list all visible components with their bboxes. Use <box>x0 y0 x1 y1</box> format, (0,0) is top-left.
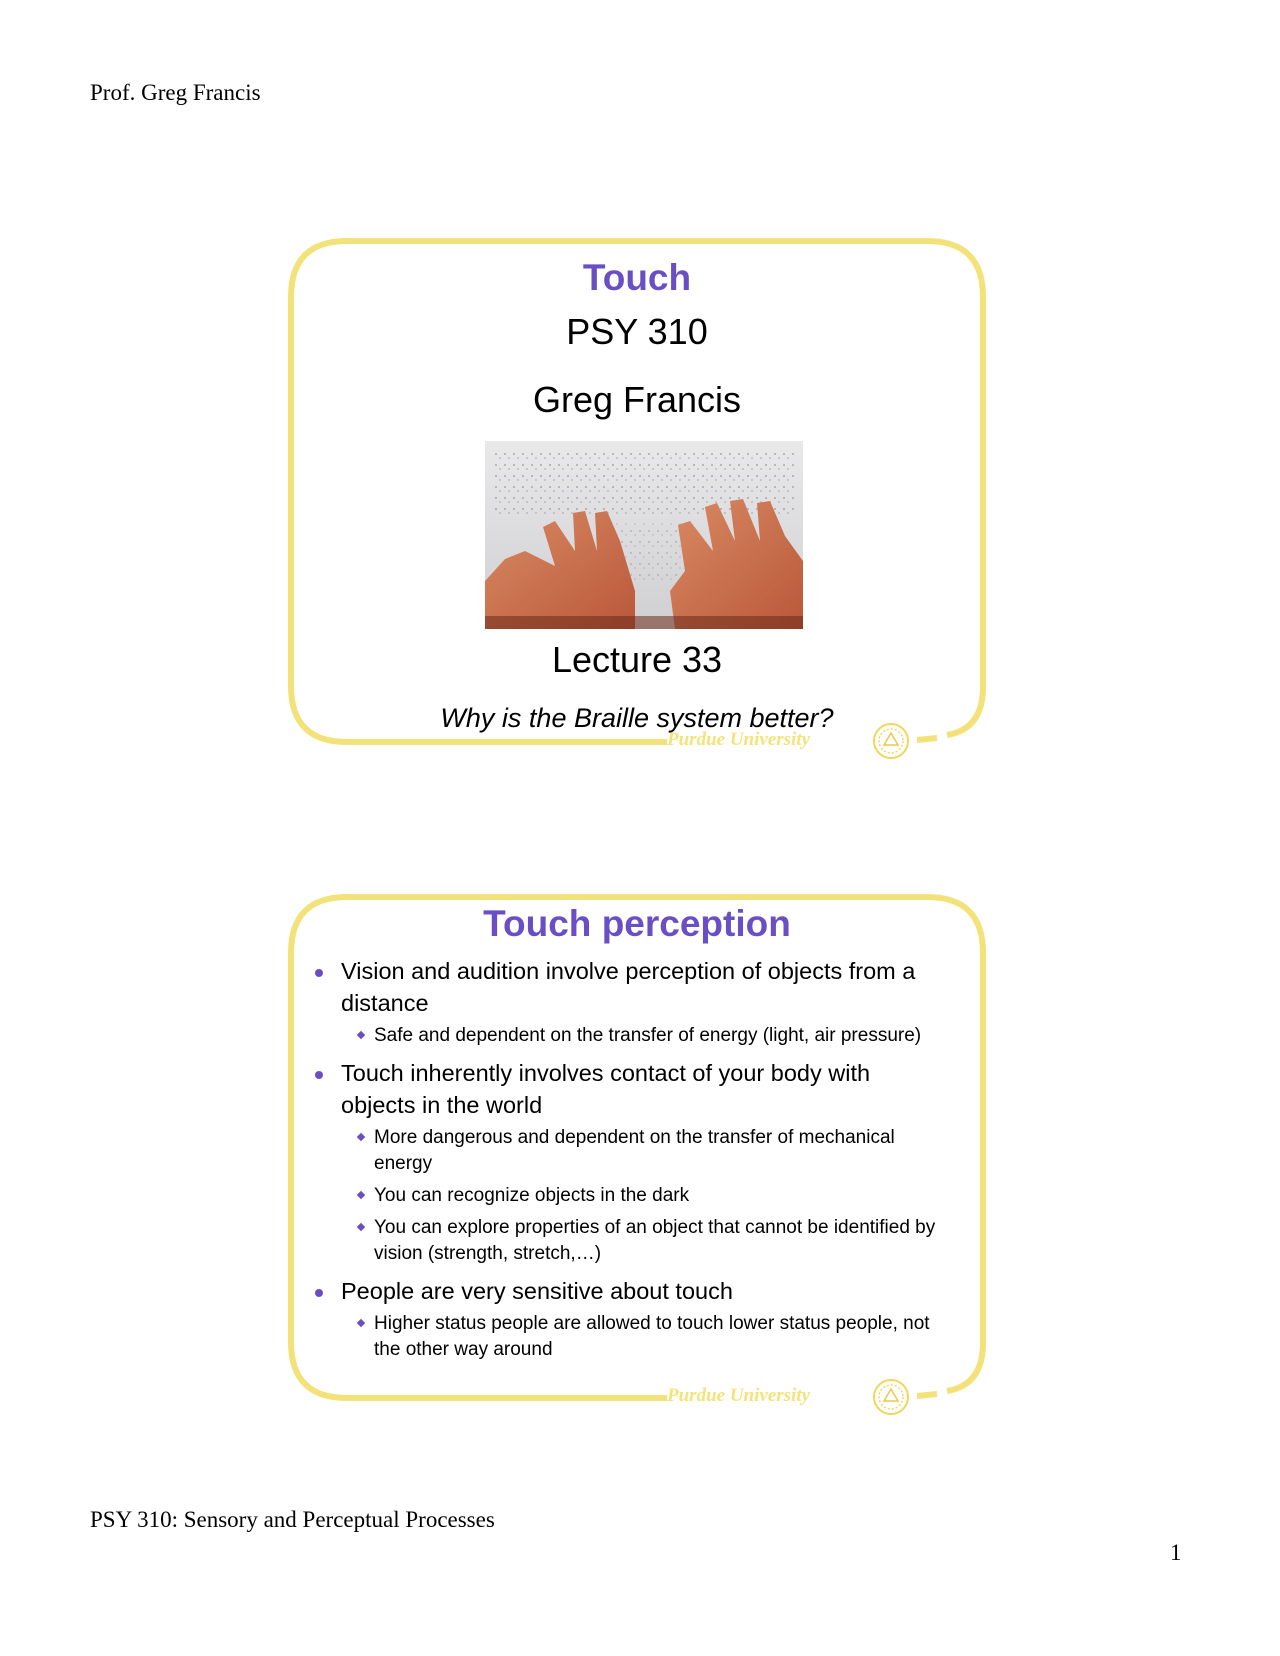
bullet-list <box>311 955 951 1371</box>
page-header: Prof. Greg Francis <box>90 80 261 105</box>
bullet-text: Vision and audition involve perception of objects from a distance <box>341 958 916 1016</box>
university-seal-icon <box>871 1377 911 1417</box>
list-item <box>341 1183 951 1209</box>
title-slide <box>287 237 987 757</box>
university-label: Purdue University <box>667 729 811 750</box>
list-item <box>311 1275 951 1363</box>
sub-bullet-text: You can explore properties of an object that cannot be identified by vision (strength, stretch,…) <box>374 1217 936 1264</box>
list-item <box>341 1215 951 1267</box>
sub-bullet-text: Higher status people are allowed to touch lower status people, not the other way around <box>374 1313 930 1360</box>
author-name: Greg Francis <box>532 379 742 420</box>
list-item <box>311 955 951 1049</box>
course-code: PSY 310 <box>566 311 708 352</box>
sub-bullet-text: More dangerous and dependent on the transfer of mechanical energy <box>374 1127 895 1174</box>
content-slide <box>287 893 987 1413</box>
university-label: Purdue University <box>667 1385 811 1406</box>
list-item <box>311 1057 951 1267</box>
list-item <box>341 1125 951 1177</box>
university-seal-icon <box>871 721 911 761</box>
braille-hands-photo <box>485 441 803 629</box>
slide-question: Why is the Braille system better? <box>440 703 834 733</box>
sub-bullet-text: Safe and dependent on the transfer of energy (light, air pressure) <box>374 1025 922 1046</box>
sub-bullet-text: You can recognize objects in the dark <box>374 1185 690 1206</box>
page-footer: PSY 310: Sensory and Perceptual Processes <box>90 1507 495 1532</box>
page-number: 1 <box>1170 1540 1182 1565</box>
slide-title: Touch perception <box>483 903 791 944</box>
bullet-text: People are very sensitive about touch <box>341 1278 733 1304</box>
list-item <box>341 1023 951 1049</box>
slide-title: Touch <box>582 257 692 298</box>
bullet-text: Touch inherently involves contact of your body with objects in the world <box>341 1060 871 1118</box>
list-item <box>341 1311 951 1363</box>
lecture-number: Lecture 33 <box>551 639 723 680</box>
